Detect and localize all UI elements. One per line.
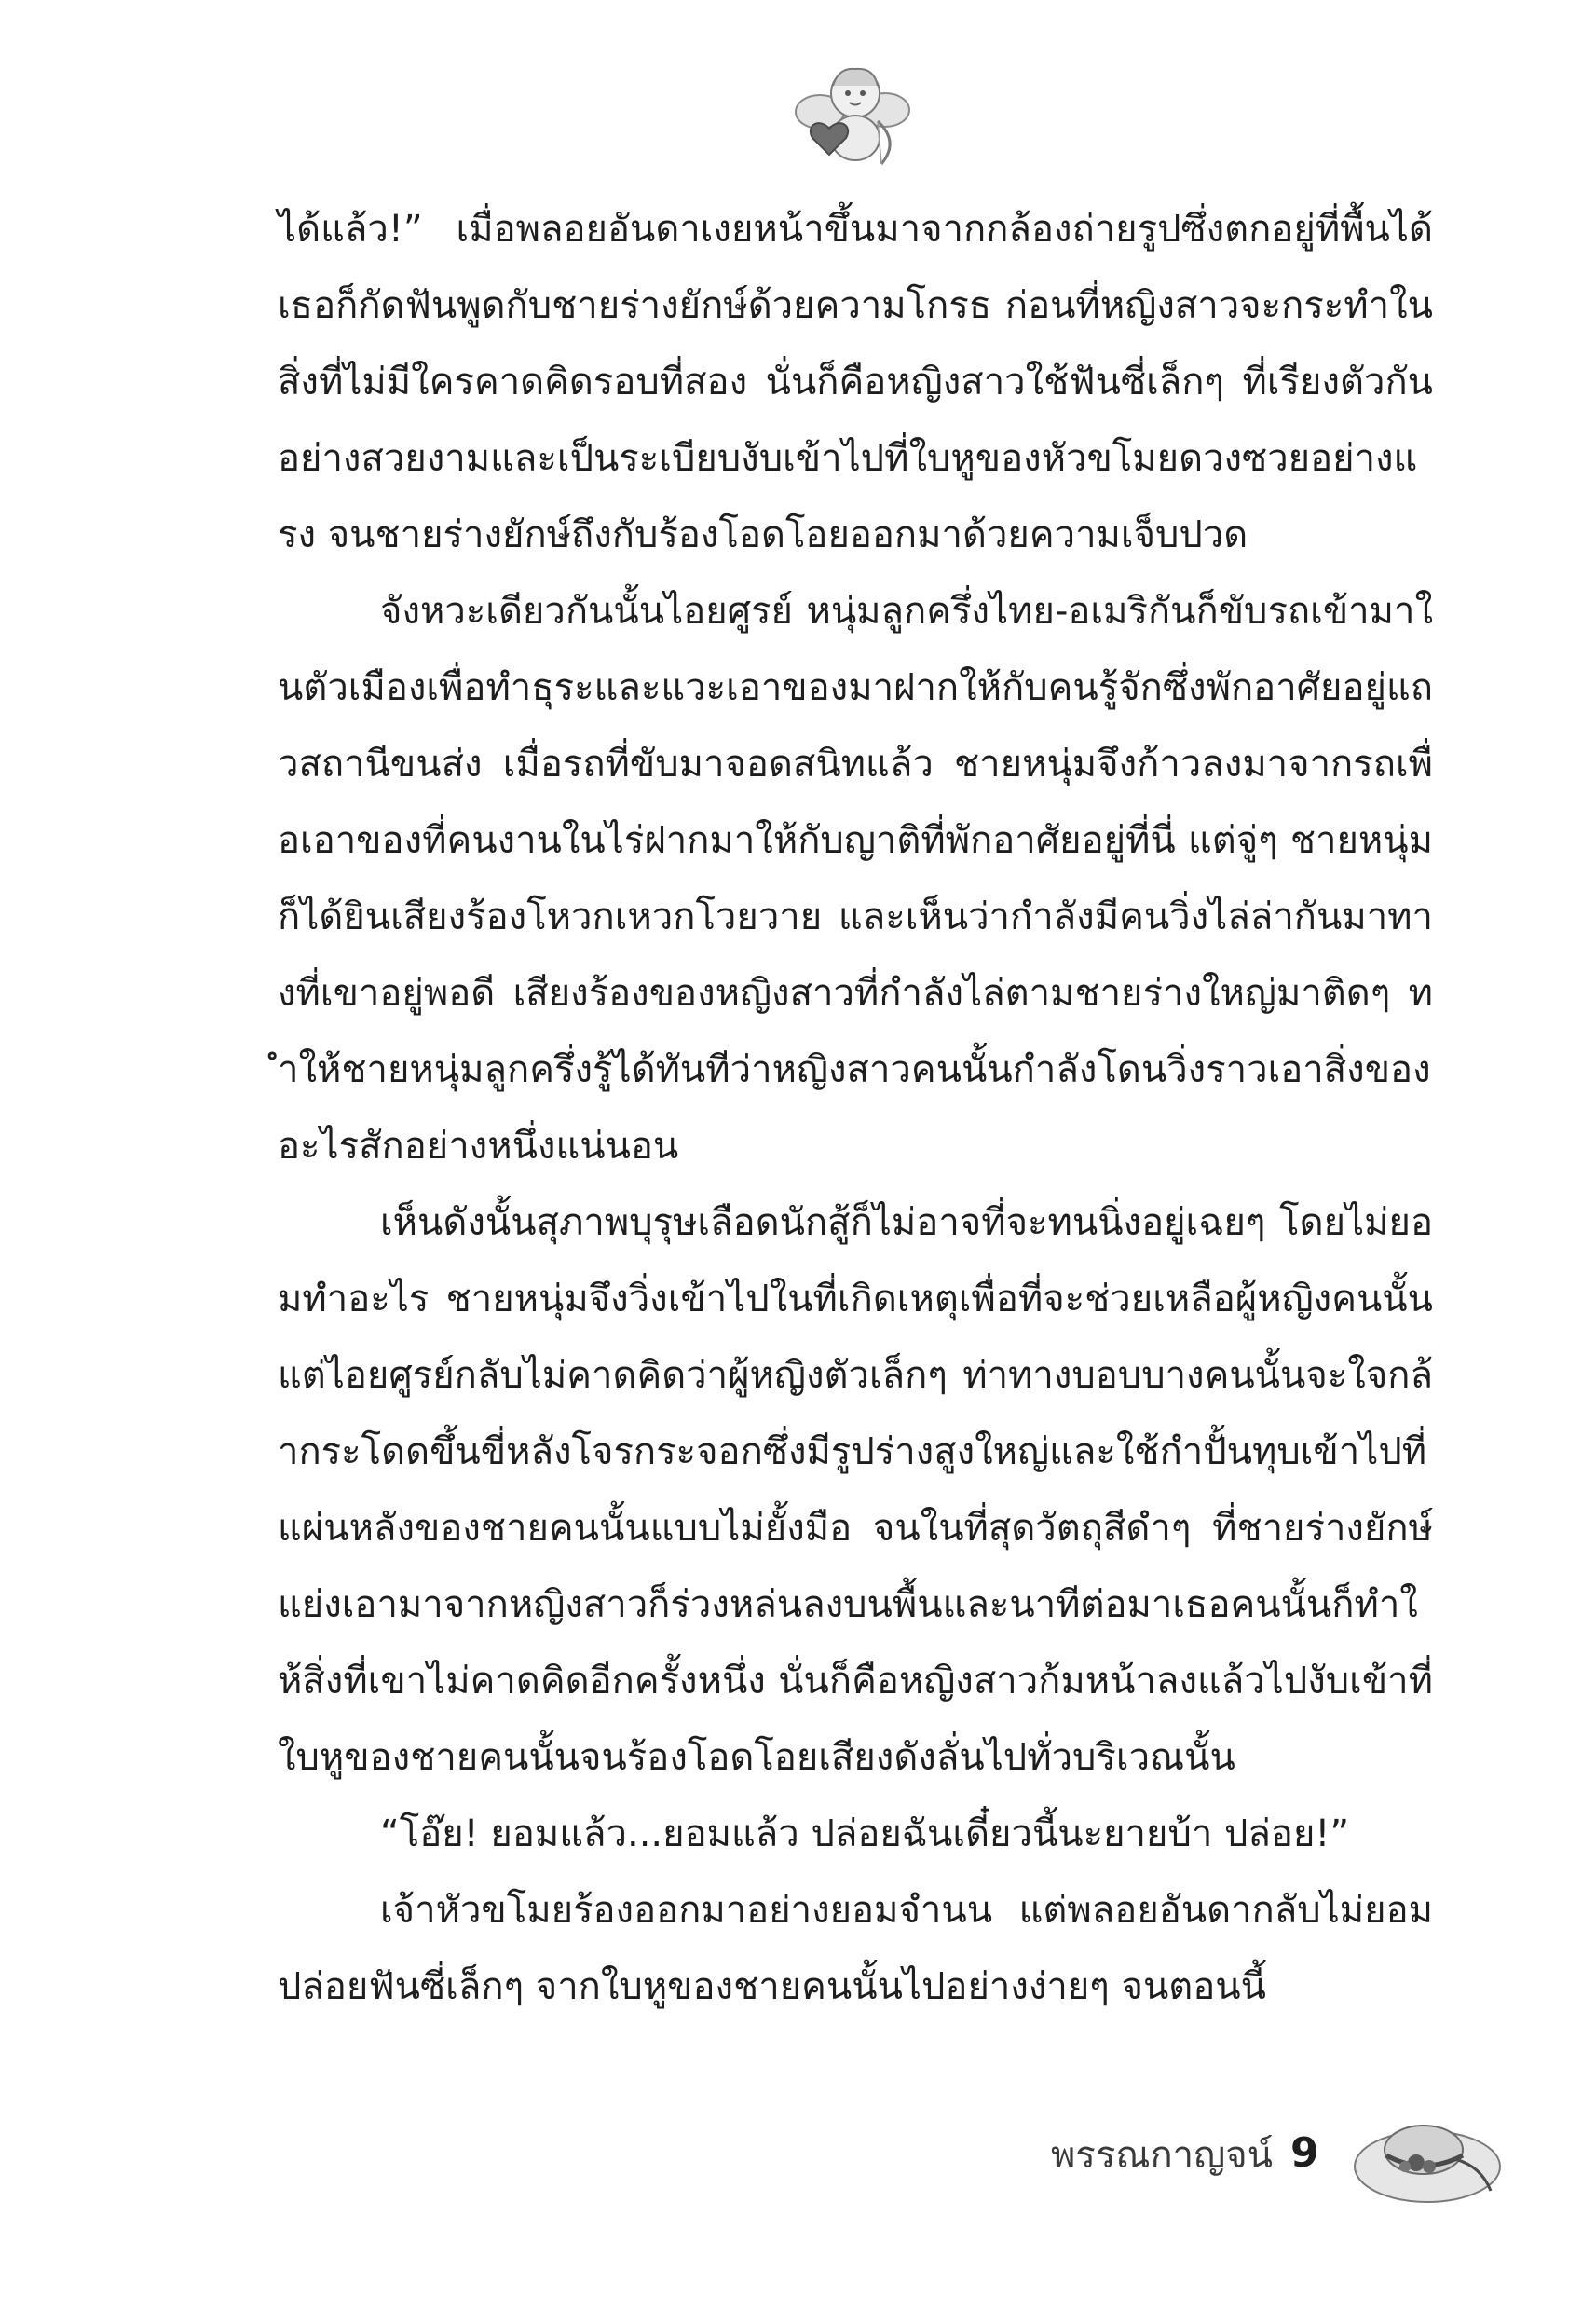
- paragraph-3: เห็นดังนั้นสุภาพบุรุษเลือดนักสู้ก็ไม่อาจที่จะทนนิ่งอยู่เฉยๆ โดยไม่ยอมทำอะไร ชายหนุ่มจึงวิ่งเข้าไปในที่เกิดเหตุเพื่อที่จะช่วยเหลือผู้หญิงคนนั้น แต่ไอยศูรย์กลับไม่คาดคิดว่าผู้หญิงตัวเล็กๆ ท่าทางบอบบางคนนั้นจะใจกล้ากระโดดขึ้นขี่หลังโจรกระจอกซึ่งมีรูปร่างสูงใหญ่และใช้กำปั้นทุบเข้าไปที่แผ่นหลังของชายคนนั้นแบบไม่ยั้งมือ จนในที่สุดวัตถุสีดำๆ ที่ชายร่างยักษ์แย่งเอามาจากหญิงสาวก็ร่วงหล่นลงบนพื้นและนาทีต่อมาเธอคนนั้นก็ทำให้สิ่งที่เขาไม่คาดคิดอีกครั้งหนึ่ง นั่นก็คือหญิงสาวก้มหน้าลงแล้วไปงับเข้าที่ใบหูของชายคนนั้นจนร้องโอดโอยเสียงดังลั่นไปทั่วบริเวณนั้น: [278, 1201, 1433, 1779]
- paragraph-5: เจ้าหัวขโมยร้องออกมาอย่างยอมจำนน แต่พลอยอันดากลับไม่ยอมปล่อยฟันซี่เล็กๆ จากใบหูของชายคนนั้นไปอย่างง่ายๆ จนตอนนี้: [278, 1889, 1433, 2008]
- page-body-text: [278, 191, 1433, 2025]
- paragraph-2: จังหวะเดียวกันนั้นไอยศูรย์ หนุ่มลูกครึ่งไทย-อเมริกันก็ขับรถเข้ามาในตัวเมืองเพื่อทำธุระและแวะเอาของมาฝากให้กับคนรู้จักซึ่งพักอาศัยอยู่แถวสถานีขนส่ง เมื่อรถที่ขับมาจอดสนิทแล้ว ชายหนุ่มจึงก้าวลงมาจากรถเพื่อเอาของที่คนงานในไร่ฝากมาให้กับญาติที่พักอาศัยอยู่ที่นี่ แต่จู่ๆ ชายหนุ่มก็ได้ยินเสียงร้องโหวกเหวกโวยวาย และเห็นว่ากำลังมีคนวิ่งไล่ล่ากันมาทางที่เขาอยู่พอดี เสียงร้องของหญิงสาวที่กำลังไล่ตามชายร่างใหญ่มาติดๆ ทำให้ชายหนุ่มลูกครึ่งรู้ได้ทันทีว่าหญิงสาวคนนั้นกำลังโดนวิ่งราวเอาสิ่งของอะไรสักอย่างหนึ่งแน่นอน: [278, 590, 1433, 1168]
- page-footer: [1006, 2101, 1528, 2213]
- hat-icon: [1351, 2101, 1505, 2208]
- paragraph-4: “โอ๊ย! ยอมแล้ว...ยอมแล้ว ปล่อยฉันเดี๋ยวนี้นะยายบ้า ปล่อย!”: [380, 1812, 1350, 1855]
- paragraph-1: ได้แล้ว!” เมื่อพลอยอันดาเงยหน้าขึ้นมาจากกล้องถ่ายรูปซึ่งตกอยู่ที่พื้นได้ เธอก็กัดฟันพูดกับชายร่างยักษ์ด้วยความโกรธ ก่อนที่หญิงสาวจะกระทำในสิ่งที่ไม่มีใครคาดคิดรอบที่สอง นั่นก็คือหญิงสาวใช้ฟันซี่เล็กๆ ที่เรียงตัวกันอย่างสวยงามและเป็นระเบียบงับเข้าไปที่ใบหูของหัวขโมยดวงซวยอย่างแรง จนชายร่างยักษ์ถึงกับร้องโอดโอยออกมาด้วยความเจ็บปวด: [278, 208, 1433, 556]
- page-number: 9: [1290, 2129, 1319, 2177]
- cupid-ornament-icon: [792, 56, 913, 172]
- footer-author: พรรณกาญจน์: [1051, 2134, 1273, 2177]
